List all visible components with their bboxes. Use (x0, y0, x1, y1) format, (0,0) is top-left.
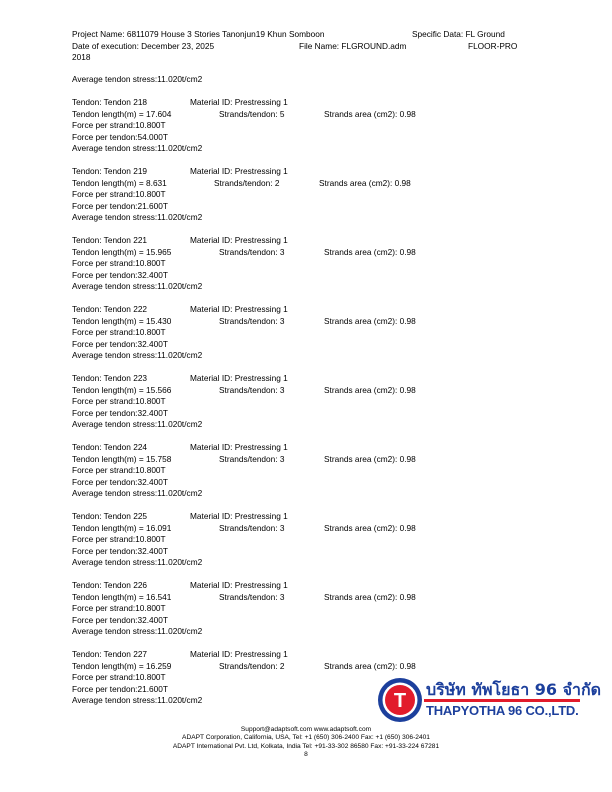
tendon-block (72, 373, 552, 431)
tendon-id: Tendon: Tendon 221 (72, 235, 148, 245)
strands-per-tendon: Strands/tendon: 2 (219, 660, 285, 671)
execution-date: Date of execution: December 23, 2025 (72, 40, 215, 51)
average-tendon-stress: Average tendon stress:11.020t/cm2 (72, 695, 203, 705)
project-name: Project Name: 6811079 House 3 Stories Tanonjun19 Khun Somboon (72, 29, 325, 39)
material-id: Material ID: Prestressing 1 (190, 166, 288, 176)
tendon-id: Tendon: Tendon 225 (72, 511, 148, 521)
average-tendon-stress: Average tendon stress:11.020t/cm2 (72, 626, 203, 636)
strands-per-tendon: Strands/tendon: 3 (219, 384, 285, 395)
average-stress-line: Average tendon stress:11.020t/cm2 (72, 74, 203, 84)
company-english-name: THAPYOTHA 96 CO.,LTD. (426, 703, 579, 718)
strands-per-tendon: Strands/tendon: 3 (219, 591, 285, 602)
strands-area: Strands area (cm2): 0.98 (324, 522, 416, 533)
tendon-id: Tendon: Tendon 224 (72, 442, 148, 452)
tendon-block (72, 97, 552, 155)
tendon-length: Tendon length(m) = 15.430 (72, 315, 172, 326)
force-per-strand: Force per strand:10.800T (72, 534, 166, 544)
material-id: Material ID: Prestressing 1 (190, 304, 288, 314)
strands-per-tendon: Strands/tendon: 5 (219, 108, 285, 119)
logo-monogram: T (393, 690, 407, 712)
page-header (72, 29, 542, 64)
material-id: Material ID: Prestressing 1 (190, 235, 288, 245)
average-tendon-stress: Average tendon stress:11.020t/cm2 (72, 212, 203, 222)
tendon-block (72, 235, 552, 293)
tendon-block (72, 304, 552, 362)
strands-area: Strands area (cm2): 0.98 (324, 384, 416, 395)
tendon-block (72, 580, 552, 638)
file-name: File Name: FLGROUND.adm (299, 40, 407, 51)
tendon-length: Tendon length(m) = 16.541 (72, 591, 172, 602)
strands-area: Strands area (cm2): 0.98 (319, 177, 411, 188)
force-per-strand: Force per strand:10.800T (72, 465, 166, 475)
strands-area: Strands area (cm2): 0.98 (324, 591, 416, 602)
tendon-id: Tendon: Tendon 223 (72, 373, 148, 383)
force-per-tendon: Force per tendon:32.400T (72, 545, 168, 556)
tendon-length: Tendon length(m) = 15.566 (72, 384, 172, 395)
strands-per-tendon: Strands/tendon: 2 (214, 177, 280, 188)
average-tendon-stress: Average tendon stress:11.020t/cm2 (72, 419, 203, 429)
specific-data: Specific Data: FL Ground (412, 29, 505, 39)
force-per-tendon: Force per tendon:32.400T (72, 269, 168, 280)
strands-per-tendon: Strands/tendon: 3 (219, 453, 285, 464)
force-per-strand: Force per strand:10.800T (72, 258, 166, 268)
tendon-block (72, 166, 552, 224)
tendon-length: Tendon length(m) = 15.965 (72, 246, 172, 257)
average-tendon-stress: Average tendon stress:11.020t/cm2 (72, 143, 203, 153)
strands-per-tendon: Strands/tendon: 3 (219, 246, 285, 257)
force-per-tendon: Force per tendon:32.400T (72, 407, 168, 418)
material-id: Material ID: Prestressing 1 (190, 442, 288, 452)
strands-area: Strands area (cm2): 0.98 (324, 453, 416, 464)
strands-per-tendon: Strands/tendon: 3 (219, 522, 285, 533)
force-per-tendon: Force per tendon:32.400T (72, 338, 168, 349)
force-per-tendon: Force per tendon:32.400T (72, 476, 168, 487)
force-per-tendon: Force per tendon:54.000T (72, 131, 168, 142)
page-number: 8 (304, 751, 308, 759)
force-per-tendon: Force per tendon:21.600T (72, 200, 168, 211)
tendon-id: Tendon: Tendon 226 (72, 580, 148, 590)
strands-area: Strands area (cm2): 0.98 (324, 315, 416, 326)
strands-area: Strands area (cm2): 0.98 (324, 660, 416, 671)
tendon-length: Tendon length(m) = 15.758 (72, 453, 172, 464)
average-tendon-stress: Average tendon stress:11.020t/cm2 (72, 281, 203, 291)
strands-per-tendon: Strands/tendon: 3 (219, 315, 285, 326)
tendon-id: Tendon: Tendon 219 (72, 166, 148, 176)
material-id: Material ID: Prestressing 1 (190, 649, 288, 659)
force-per-strand: Force per strand:10.800T (72, 120, 166, 130)
average-tendon-stress: Average tendon stress:11.020t/cm2 (72, 350, 203, 360)
material-id: Material ID: Prestressing 1 (190, 511, 288, 521)
logo-divider (424, 699, 580, 702)
tendon-id: Tendon: Tendon 222 (72, 304, 148, 314)
logo-emblem-icon (376, 676, 424, 724)
tendon-length: Tendon length(m) = 17.604 (72, 108, 172, 119)
tendon-id: Tendon: Tendon 218 (72, 97, 148, 107)
strands-area: Strands area (cm2): 0.98 (324, 108, 416, 119)
tendon-id: Tendon: Tendon 227 (72, 649, 148, 659)
footer-support: Support@adaptsoft.com www.adaptsoft.com (240, 726, 372, 733)
footer-corporation: ADAPT Corporation, California, USA, Tel: +1 (650) 306-2400 Fax: +1 (650) 306-2401 (182, 734, 430, 742)
tendon-block (72, 442, 552, 500)
force-per-strand: Force per strand:10.800T (72, 672, 166, 682)
company-logo (376, 676, 602, 724)
material-id: Material ID: Prestressing 1 (190, 373, 288, 383)
force-per-strand: Force per strand:10.800T (72, 603, 166, 613)
average-tendon-stress: Average tendon stress:11.020t/cm2 (72, 488, 203, 498)
force-per-strand: Force per strand:10.800T (72, 327, 166, 337)
footer-international: ADAPT International Pvt. Ltd, Kolkata, India Tel: +91-33-302 86580 Fax: +91-33-224 67281 (172, 742, 440, 750)
tendon-length: Tendon length(m) = 16.259 (72, 660, 172, 671)
material-id: Material ID: Prestressing 1 (190, 97, 288, 107)
force-per-tendon: Force per tendon:21.600T (72, 683, 168, 694)
tendon-block (72, 511, 552, 569)
software-year: 2018 (72, 52, 91, 62)
tendon-length: Tendon length(m) = 16.091 (72, 522, 172, 533)
strands-area: Strands area (cm2): 0.98 (324, 246, 416, 257)
company-thai-name: บริษัท ทัพโยธา 96 จำกัด (426, 680, 602, 699)
average-tendon-stress: Average tendon stress:11.020t/cm2 (72, 557, 203, 567)
software-name: FLOOR-PRO (468, 40, 518, 51)
page-footer (0, 726, 612, 760)
tendon-length: Tendon length(m) = 8.631 (72, 177, 167, 188)
force-per-tendon: Force per tendon:32.400T (72, 614, 168, 625)
material-id: Material ID: Prestressing 1 (190, 580, 288, 590)
force-per-strand: Force per strand:10.800T (72, 396, 166, 406)
force-per-strand: Force per strand:10.800T (72, 189, 166, 199)
